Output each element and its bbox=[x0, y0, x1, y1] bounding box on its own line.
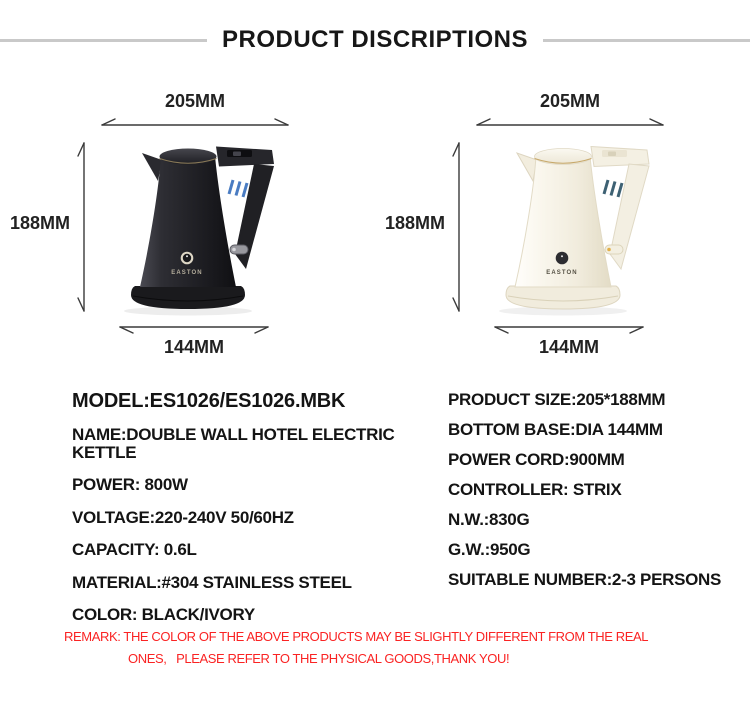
black-kettle-image bbox=[108, 138, 278, 318]
kettle-lid-button bbox=[608, 152, 616, 157]
kettle-body bbox=[140, 156, 236, 287]
header-divider-left bbox=[0, 39, 207, 42]
kettle-base bbox=[506, 286, 620, 309]
spec-net-weight: N.W.:830G bbox=[448, 510, 530, 529]
spec-bottom-base: BOTTOM BASE:DIA 144MM bbox=[448, 420, 663, 439]
width-dimension-label: 205MM bbox=[164, 91, 226, 111]
kettle-base bbox=[131, 286, 245, 309]
specs-column-right bbox=[448, 391, 738, 601]
page-header bbox=[0, 26, 750, 54]
kettle-lid-button bbox=[233, 152, 241, 157]
height-dimension-arrow-icon bbox=[449, 141, 463, 313]
spec-model: MODEL:ES1026/ES1026.MBK bbox=[72, 390, 346, 412]
spec-power: POWER: 800W bbox=[72, 475, 188, 494]
spec-power-cord: POWER CORD:900MM bbox=[448, 450, 625, 469]
brand-text: EASTON bbox=[171, 270, 203, 276]
spec-controller: CONTROLLER: STRIX bbox=[448, 480, 622, 499]
spec-gross-weight: G.W.:950G bbox=[448, 540, 531, 559]
height-dimension-label: 188MM bbox=[384, 213, 445, 233]
base-dimension-label: 144MM bbox=[538, 337, 600, 357]
remark-line-2: ONES, PLEASE REFER TO THE PHYSICAL GOODS,THANK YOU! bbox=[128, 651, 510, 666]
width-dimension-arrow-icon bbox=[100, 115, 290, 129]
header-divider-right bbox=[543, 39, 750, 42]
kettle-spout bbox=[142, 153, 162, 181]
base-dimension-label: 144MM bbox=[163, 337, 225, 357]
kettle-lid bbox=[535, 149, 592, 165]
remark-note bbox=[0, 629, 750, 667]
ivory-kettle-image bbox=[483, 138, 653, 318]
kettle-lid bbox=[160, 149, 217, 165]
kettle-indicator-lights bbox=[604, 180, 622, 197]
page-title: PRODUCT DISCRIPTIONS bbox=[222, 26, 529, 53]
spec-color: COLOR: BLACK/IVORY bbox=[72, 605, 255, 624]
width-dimension-label: 205MM bbox=[539, 91, 601, 111]
kettle-switch-dot bbox=[607, 248, 611, 252]
specs-column-left bbox=[72, 390, 442, 639]
base-dimension-arrow-icon bbox=[118, 323, 270, 337]
brand-text: EASTON bbox=[546, 270, 578, 276]
remark-line-1: REMARK: THE COLOR OF THE ABOVE PRODUCTS MAY BE SLIGHTLY DIFFERENT FROM THE REAL bbox=[64, 629, 649, 644]
spec-material: MATERIAL:#304 STAINLESS STEEL bbox=[72, 572, 352, 592]
spec-suitable-number: SUITABLE NUMBER:2-3 PERSONS bbox=[448, 570, 722, 589]
spec-capacity: CAPACITY: 0.6L bbox=[72, 540, 197, 559]
brand-logo bbox=[181, 252, 194, 265]
kettle-switch-dot bbox=[232, 248, 236, 252]
height-dimension-arrow-icon bbox=[74, 141, 88, 313]
product-figure-ivory bbox=[375, 85, 750, 385]
spec-name: NAME:DOUBLE WALL HOTEL ELECTRIC KETTLE bbox=[72, 425, 395, 462]
kettle-indicator-lights bbox=[229, 180, 247, 197]
height-dimension-label: 188MM bbox=[9, 213, 70, 233]
spec-product-size: PRODUCT SIZE:205*188MM bbox=[448, 390, 666, 409]
base-dimension-arrow-icon bbox=[493, 323, 645, 337]
spec-voltage: VOLTAGE:220-240V 50/60HZ bbox=[72, 507, 294, 527]
width-dimension-arrow-icon bbox=[475, 115, 665, 129]
brand-logo bbox=[556, 252, 569, 265]
product-figure-black bbox=[0, 85, 375, 385]
